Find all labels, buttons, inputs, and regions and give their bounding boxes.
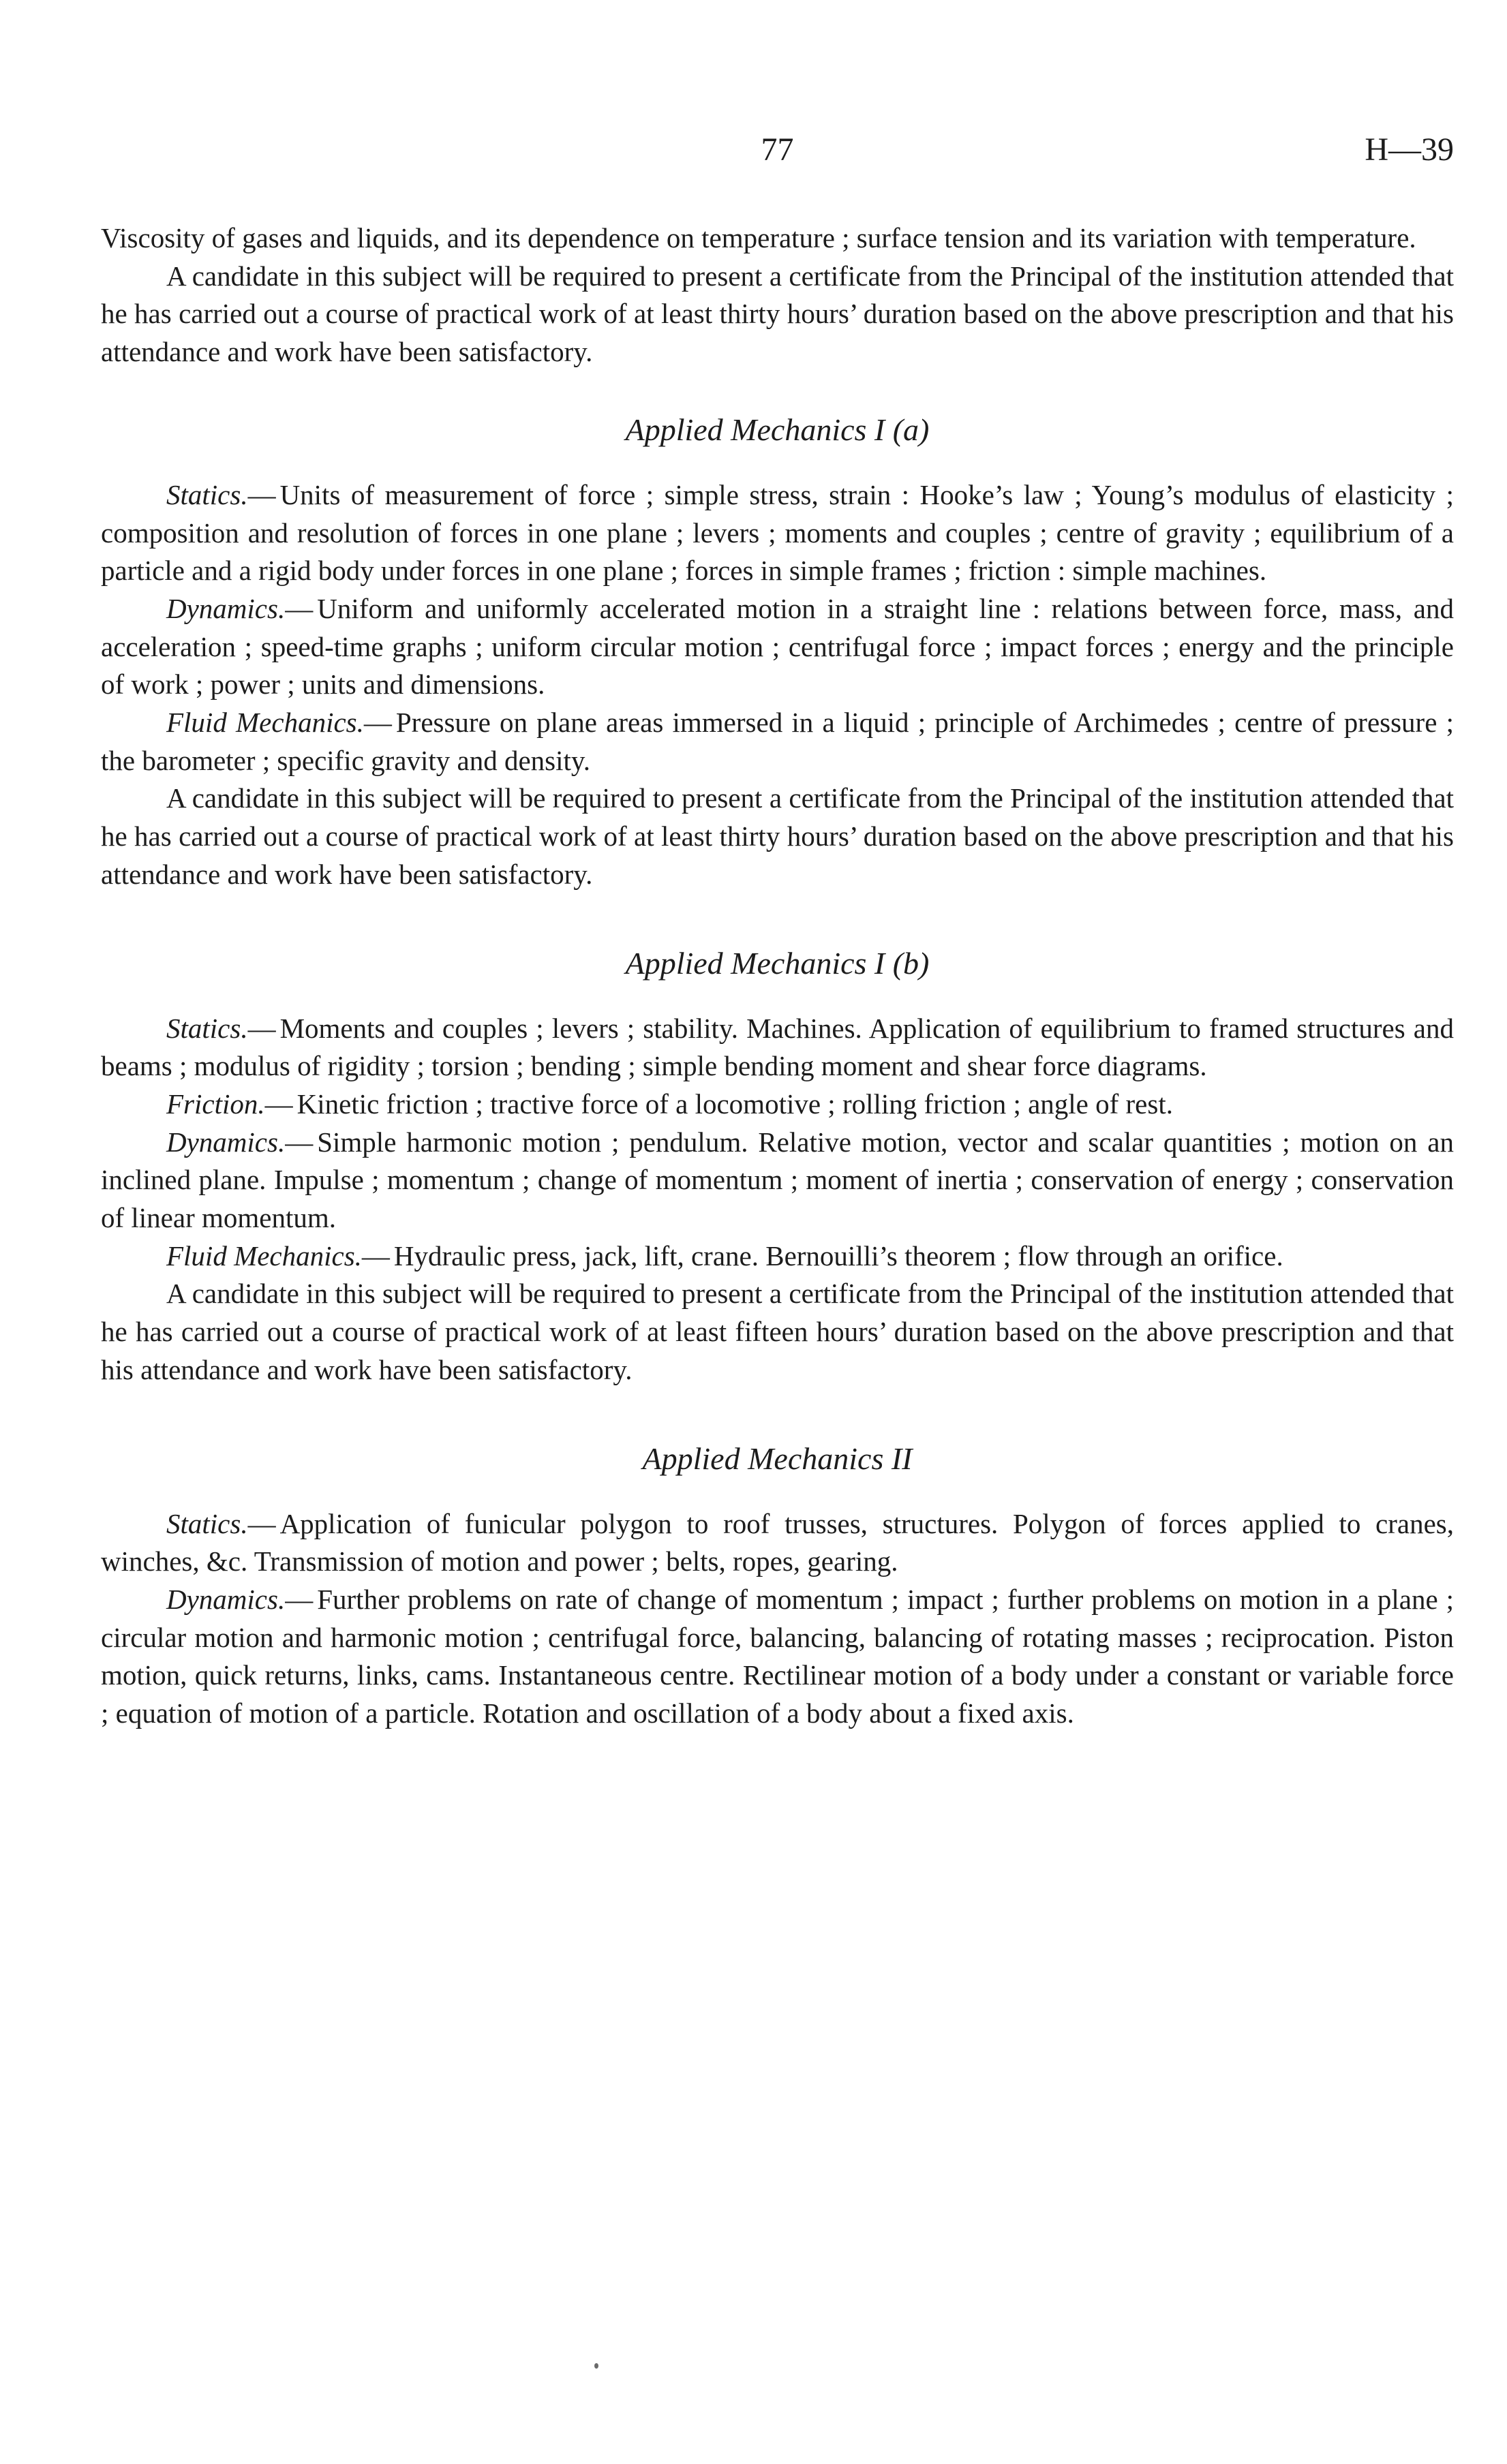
em-dash: —: [247, 1507, 276, 1539]
topic-text: Moments and couples ; levers ; stability. Machines. Application of equilibrium to framed structures and beams ; modulus of rigidity ; torsion ; bending ; simple bending moment and shear force diagrams.: [101, 1012, 1454, 1082]
em-dash: —: [285, 1583, 314, 1615]
em-dash: —: [247, 478, 276, 510]
topic-text: Kinetic friction ; tractive force of a locomotive ; rolling friction ; angle of rest.: [296, 1088, 1173, 1120]
topic-paragraph: [101, 1124, 1454, 1237]
em-dash: —: [247, 1012, 276, 1044]
topic-lead: Fluid Mechanics.: [166, 1239, 362, 1272]
topic-text: Pressure on plane areas immersed in a liquid ; principle of Archimedes ; centre of pressure ; the barometer ; specific gravity and density.: [101, 707, 1454, 776]
em-dash: —: [363, 707, 392, 739]
em-dash: —: [285, 592, 314, 624]
certificate-paragraph: A candidate in this subject will be required to present a certificate from the Principal of the institution attended that he has carried out a course of practical work of at least fifteen hours’ duration based on the above prescription and that his attendance and work have been satisfactory.: [101, 1278, 1454, 1385]
topic-lead: Statics.: [166, 478, 248, 510]
topic-paragraph: [101, 590, 1454, 704]
section-heading: Applied Mechanics I (b): [625, 945, 930, 981]
page-header: [101, 131, 1454, 179]
topic-text: Units of measurement of force ; simple stress, strain : Hooke’s law ; Young’s modulus of elasticity ; composition and resolution of forces in one plane ; levers ; moments and couples ; centre of gravity ; equilibrium of a particle and a rigid body under forces in one plane ; forces in simple frames ; friction : simple machines.: [101, 478, 1454, 587]
topic-text: Application of funicular polygon to roof trusses, structures. Polygon of forces applied to cranes, winches, &c. Transmission of motion and power ; belts, ropes, gearing.: [101, 1507, 1454, 1577]
topic-paragraph: [101, 476, 1454, 590]
page-number: 77: [761, 132, 794, 168]
certificate-paragraph: A candidate in this subject will be required to present a certificate from the Principal of the institution attended that he has carried out a course of practical work of at least thirty hours’ duration based on the above prescription and that his attendance and work have been satisfactory.: [101, 782, 1454, 890]
certificate-paragraph: A candidate in this subject will be required to present a certificate from the Principal of the institution attended that he has carried out a course of practical work of at least thirty hours’ duration based on the above prescription and that his attendance and work have been satisfactory.: [101, 260, 1454, 368]
topic-paragraph: [101, 1010, 1454, 1085]
topic-text: Further problems on rate of change of momentum ; impact ; further problems on motion in a plane ; circular motion and harmonic motion ; centrifugal force, balancing, balancing of rotating masses ; reciprocation. Piston motion, quick returns, links, cams. Instantaneous centre. Rectilinear motion of a body under a constant or variable force ; equation of motion of a particle. Rotation and oscillation of a body about a fixed axis.: [101, 1583, 1454, 1729]
topic-text: Uniform and uniformly accelerated motion in a straight line : relations between force, mass, and acceleration ; speed-time graphs ; uniform circular motion ; centrifugal force ; impact forces ; energy and the principle of work ; power ; units and dimensions.: [101, 592, 1454, 700]
topic-paragraph: [101, 1085, 1454, 1124]
topic-lead: Friction.: [166, 1088, 265, 1120]
em-dash: —: [361, 1239, 390, 1272]
topic-lead: Dynamics.: [166, 1583, 286, 1615]
page-body: [101, 219, 1454, 1733]
section: [101, 1440, 1454, 1733]
intro-paragraph: Viscosity of gases and liquids, and its dependence on temperature ; surface tension and its variation with temperature.: [101, 222, 1416, 253]
section: [101, 411, 1454, 894]
topic-lead: Dynamics.: [166, 1126, 286, 1158]
section: [101, 944, 1454, 1389]
topic-lead: Fluid Mechanics.: [166, 707, 364, 739]
topic-text: Hydraulic press, jack, lift, crane. Bernouilli’s theorem ; flow through an orifice.: [393, 1239, 1283, 1272]
scan-speck: [594, 2363, 598, 2369]
em-dash: —: [264, 1088, 293, 1120]
topic-lead: Statics.: [166, 1507, 248, 1539]
section-heading: Applied Mechanics II: [642, 1441, 913, 1476]
topic-text: Simple harmonic motion ; pendulum. Relative motion, vector and scalar quantities ; motion on an inclined plane. Impulse ; momentum ; change of momentum ; moment of inertia ; conservation of energy ; conservation of linear momentum.: [101, 1126, 1454, 1234]
topic-paragraph: [101, 1505, 1454, 1581]
topic-paragraph: [101, 704, 1454, 780]
em-dash: —: [285, 1126, 314, 1158]
topic-paragraph: [101, 1581, 1454, 1733]
section-heading: Applied Mechanics I (a): [625, 412, 930, 447]
topic-paragraph: [101, 1237, 1454, 1276]
topic-lead: Dynamics.: [166, 592, 286, 624]
document-reference: H—39: [1365, 132, 1454, 168]
topic-lead: Statics.: [166, 1012, 248, 1044]
